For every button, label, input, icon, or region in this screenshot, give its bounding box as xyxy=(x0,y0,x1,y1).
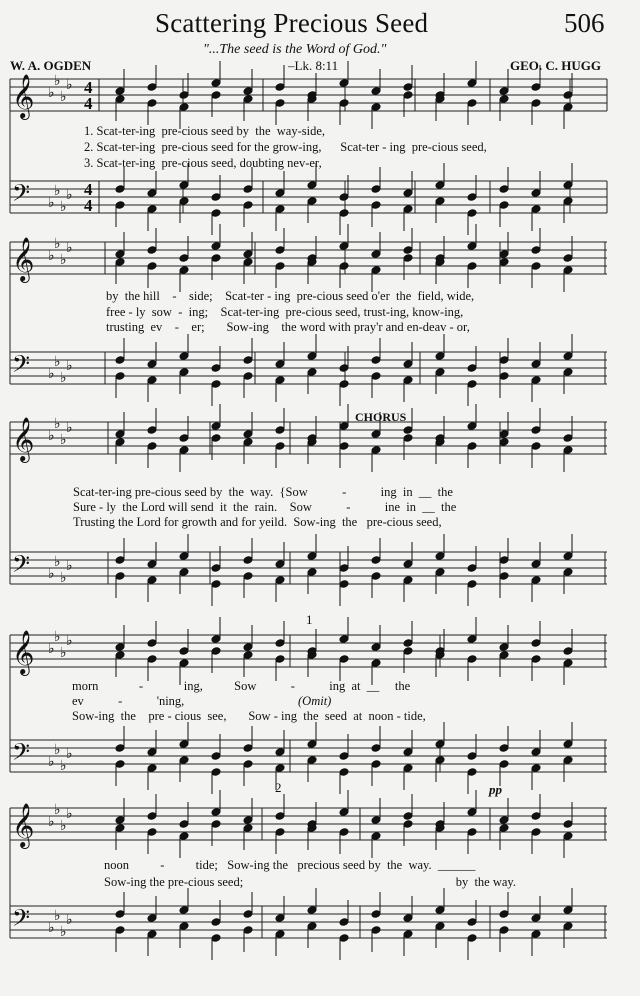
flat-icon: ♭ xyxy=(60,758,67,774)
flat-icon: ♭ xyxy=(48,85,55,101)
chorus-label: CHORUS xyxy=(355,410,407,424)
flat-icon: ♭ xyxy=(66,912,73,928)
lyric-line: trusting ev - er; Sow-ing the word with pray'r and en-deav - or, xyxy=(106,320,470,334)
lyric-line: Sow-ing the pre-cious seed; by the way. xyxy=(104,875,516,889)
lyric-line: morn - ing, Sow - ing at __ the xyxy=(72,679,411,693)
flat-icon: ♭ xyxy=(48,641,55,657)
flat-icon: ♭ xyxy=(60,570,67,586)
flat-icon: ♭ xyxy=(66,187,73,203)
hymn-title: Scattering Precious Seed xyxy=(155,8,429,38)
flat-icon: ♭ xyxy=(60,252,67,268)
lyric-line: free - ly sow - ing; Scat-ter-ing pre-cious seed, trust-ing, know-ing, xyxy=(106,305,464,319)
flat-icon: ♭ xyxy=(48,366,55,382)
flat-icon: ♭ xyxy=(48,754,55,770)
flat-icon: ♭ xyxy=(54,554,61,570)
flat-icon: ♭ xyxy=(60,818,67,834)
lyric-line: noon - tide; Sow-ing the precious seed by the way. ______ xyxy=(104,858,476,872)
flat-icon: ♭ xyxy=(54,183,61,199)
first-ending-label: 1 xyxy=(306,612,313,627)
flat-icon: ♭ xyxy=(66,806,73,822)
flat-icon: ♭ xyxy=(48,248,55,264)
flat-icon: ♭ xyxy=(60,370,67,386)
bass-clef-icon: 𝄢 xyxy=(12,350,31,383)
lyric-line: Sure - ly the Lord will send it the rain. Sow - ine in __ the xyxy=(73,500,457,514)
lyric-line: Scat-ter-ing pre-cious seed by the way. {Sow - ing in __ the xyxy=(73,485,453,499)
lyric-line: ev - 'ning, xyxy=(72,694,185,708)
flat-icon: ♭ xyxy=(54,742,61,758)
flat-icon: ♭ xyxy=(54,908,61,924)
flat-icon: ♭ xyxy=(54,73,61,89)
flat-icon: ♭ xyxy=(60,432,67,448)
bass-clef-icon: 𝄢 xyxy=(12,904,31,937)
flat-icon: ♭ xyxy=(48,428,55,444)
time-signature: 4 xyxy=(84,78,93,97)
lyric-line: 1. Scat-ter-ing pre-cious seed by the way-side, xyxy=(84,124,325,138)
flat-icon: ♭ xyxy=(60,199,67,215)
flat-icon: ♭ xyxy=(66,420,73,436)
dynamic-marking: pp xyxy=(489,782,502,797)
treble-clef-icon: 𝄞 xyxy=(12,237,35,281)
hymn-number: 506 xyxy=(564,8,605,38)
treble-clef-icon: 𝄞 xyxy=(12,630,35,674)
flat-icon: ♭ xyxy=(54,629,61,645)
flat-icon: ♭ xyxy=(60,924,67,940)
bass-clef-icon: 𝄢 xyxy=(12,738,31,771)
time-signature: 4 xyxy=(84,94,93,113)
flat-icon: ♭ xyxy=(60,645,67,661)
lyric-line: Trusting the Lord for growth and for yeild. Sow-ing the pre-cious seed, xyxy=(73,515,442,529)
flat-icon: ♭ xyxy=(66,746,73,762)
lyric-line: 3. Scat-ter-ing pre-cious seed, doubting nev-er, xyxy=(84,156,322,170)
bass-clef-icon: 𝄢 xyxy=(12,550,31,583)
lyric-line: by the hill - side; Scat-ter - ing pre-cious seed o'er the field, wide, xyxy=(106,289,475,303)
lyric-line: 2. Scat-ter-ing pre-cious seed for the grow-ing, Scat-ter - ing pre-cious seed, xyxy=(84,140,487,154)
flat-icon: ♭ xyxy=(54,354,61,370)
bass-clef-icon: 𝄢 xyxy=(12,179,31,212)
flat-icon: ♭ xyxy=(54,802,61,818)
time-signature: 4 xyxy=(84,180,93,199)
flat-icon: ♭ xyxy=(60,89,67,105)
flat-icon: ♭ xyxy=(66,77,73,93)
flat-icon: ♭ xyxy=(66,633,73,649)
time-signature: 4 xyxy=(84,196,93,215)
flat-icon: ♭ xyxy=(54,416,61,432)
flat-icon: ♭ xyxy=(48,566,55,582)
flat-icon: ♭ xyxy=(48,195,55,211)
scripture-reference: –Lk. 8:11 xyxy=(288,58,339,73)
treble-clef-icon: 𝄞 xyxy=(12,74,35,118)
flat-icon: ♭ xyxy=(66,558,73,574)
composer: GEO. C. HUGG xyxy=(510,58,602,73)
treble-clef-icon: 𝄞 xyxy=(12,803,35,847)
lyric-line: Sow-ing the pre - cious see, Sow - ing the seed at noon - tide, xyxy=(72,709,426,723)
flat-icon: ♭ xyxy=(48,814,55,830)
flat-icon: ♭ xyxy=(48,920,55,936)
flat-icon: ♭ xyxy=(66,240,73,256)
treble-clef-icon: 𝄞 xyxy=(12,417,35,461)
flat-icon: ♭ xyxy=(54,236,61,252)
author: W. A. OGDEN xyxy=(10,58,92,73)
second-ending-label: 2 xyxy=(275,780,282,795)
flat-icon: ♭ xyxy=(66,358,73,374)
scripture-quote: "...The seed is the Word of God." xyxy=(203,42,387,57)
omit-direction: (Omit) xyxy=(298,694,332,708)
